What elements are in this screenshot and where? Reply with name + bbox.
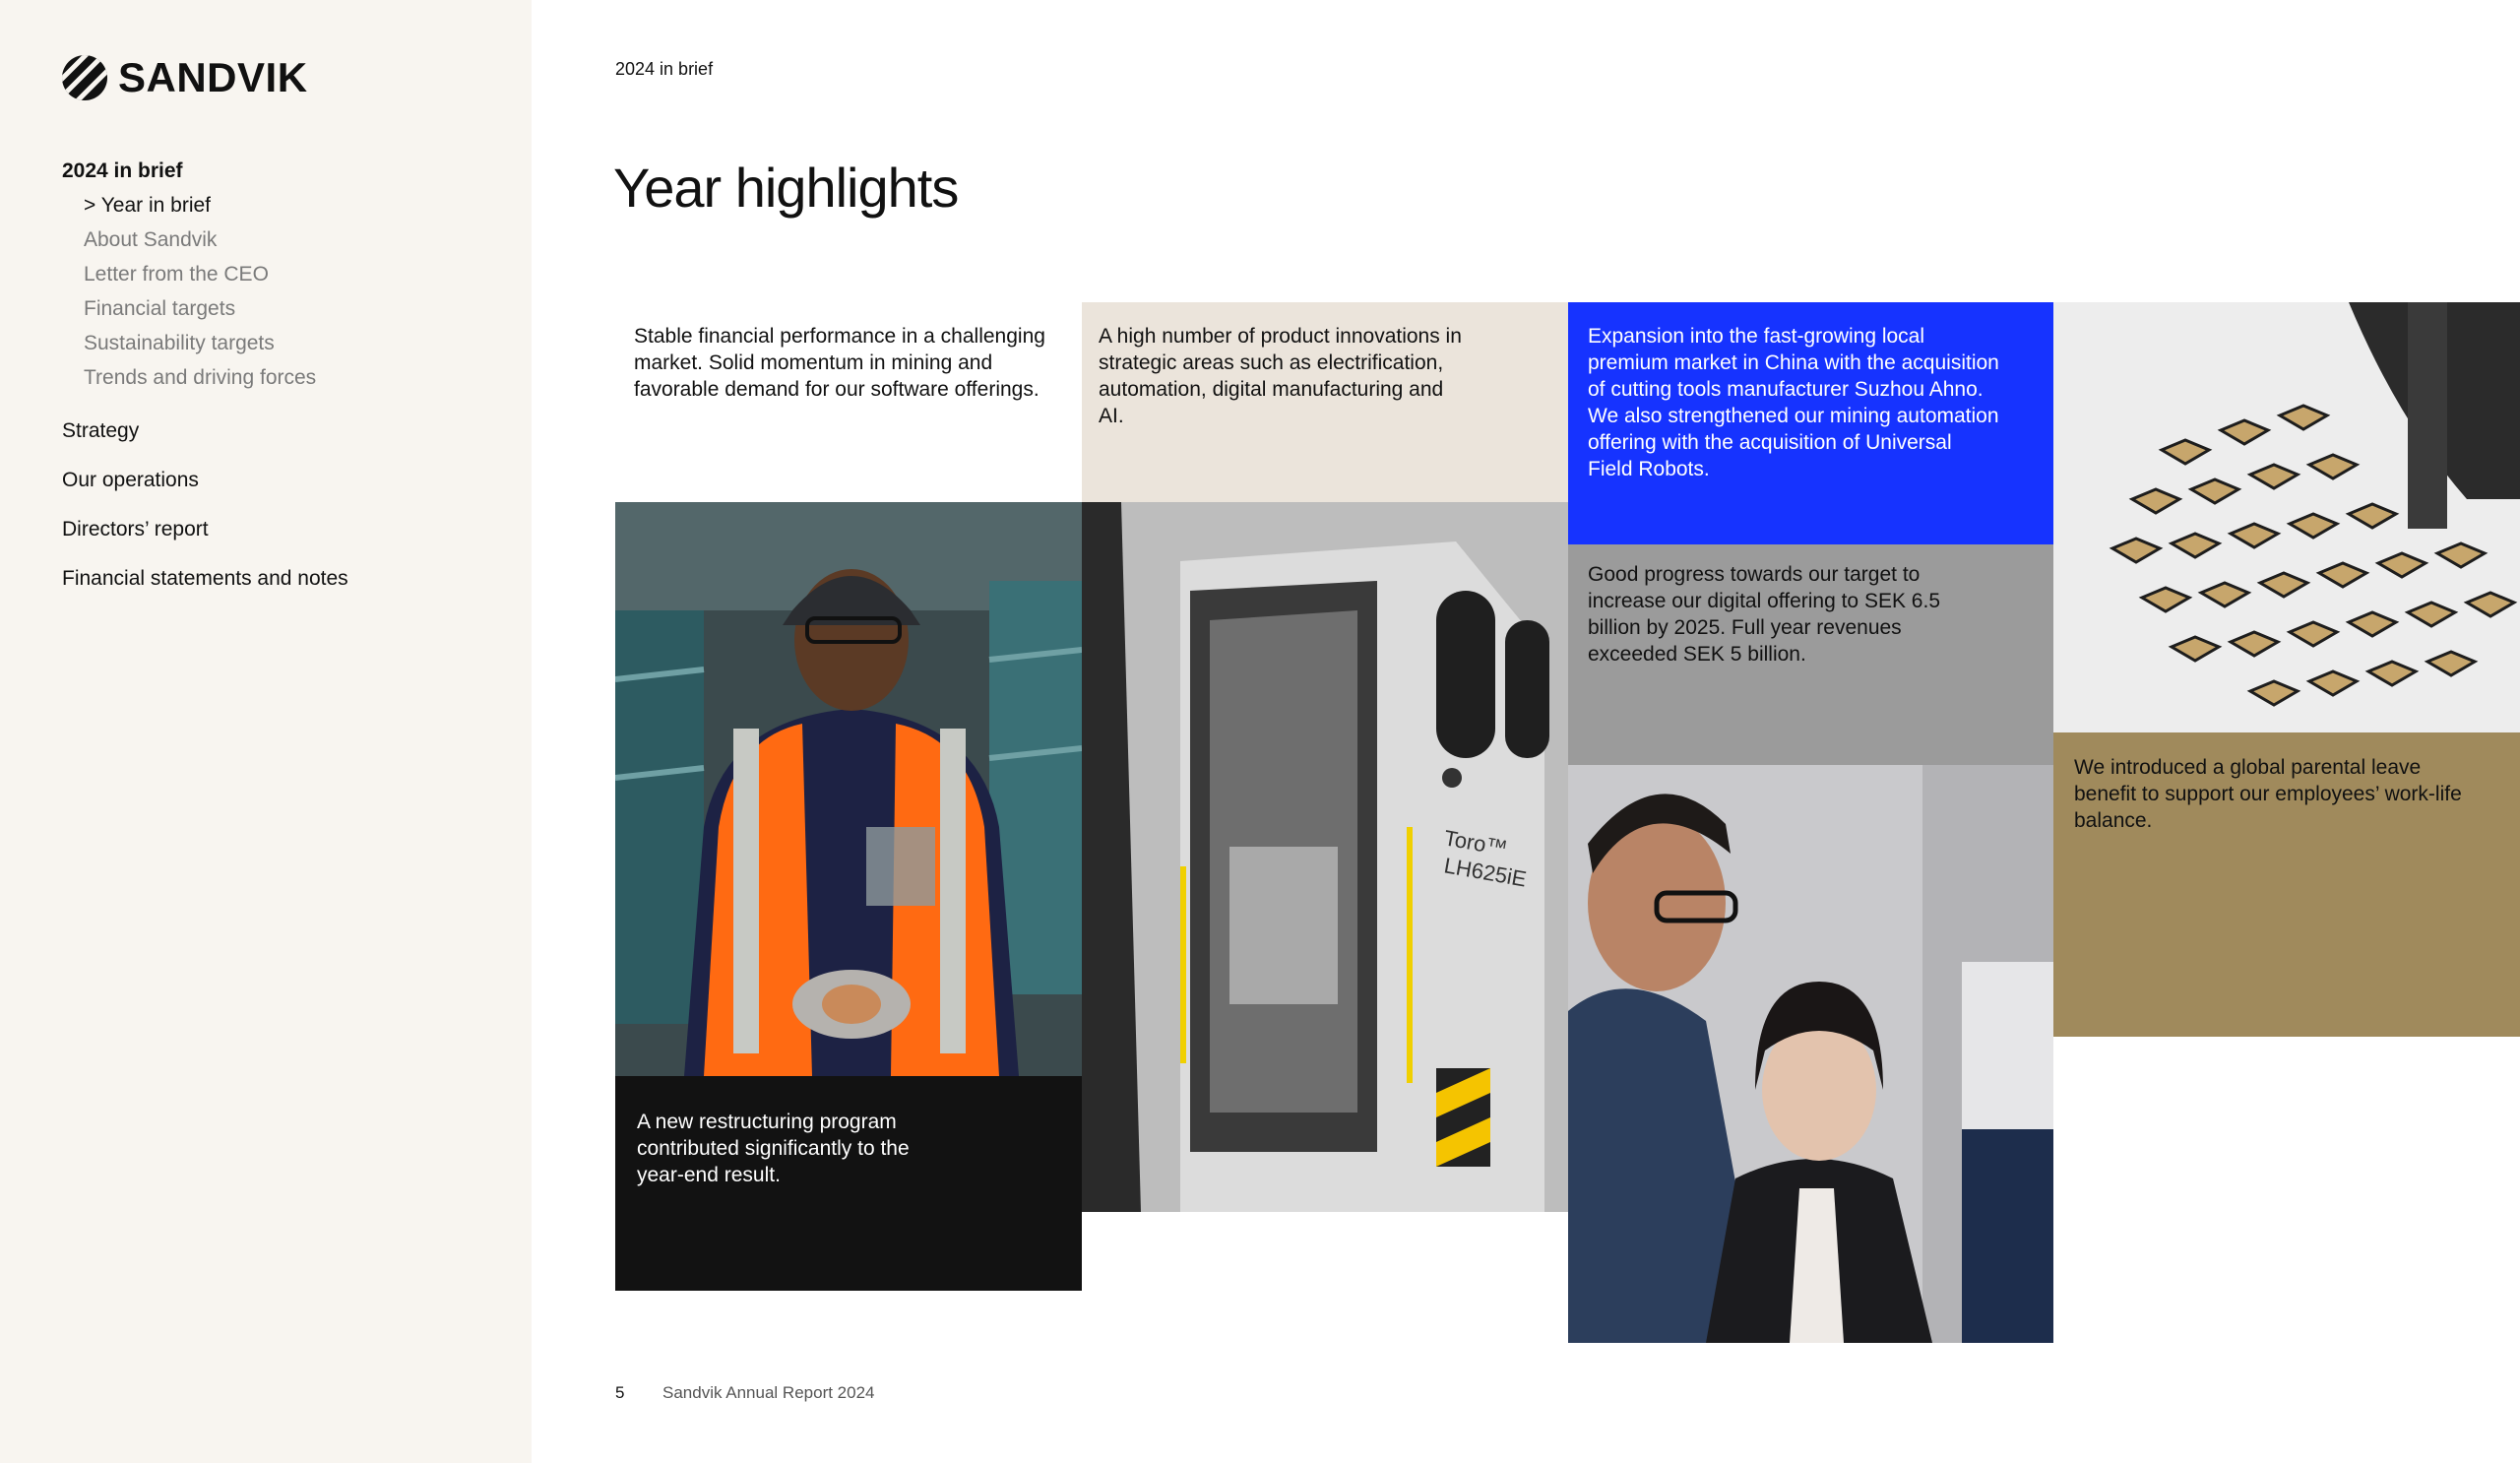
- highlight-innovation: [1082, 302, 1568, 502]
- highlight-digital: [1568, 544, 2053, 765]
- highlight-expansion: [1568, 302, 2053, 544]
- highlight-parental: [2053, 732, 2520, 1037]
- nav-item-letter-from-ceo[interactable]: Letter from the CEO: [84, 263, 269, 286]
- highlight-expansion-text: Expansion into the fast-growing local premium market in China with the acquisition of cutting tools manufacturer Suzhou Ahno. We also strengthened our mining automation offering with the acquisition of Universal Field Robots.: [1588, 325, 1999, 480]
- office-photo: [1568, 765, 2053, 1343]
- worker-photo: [615, 502, 1082, 1076]
- nav-item-about-sandvik[interactable]: About Sandvik: [84, 228, 218, 251]
- breadcrumb: 2024 in brief: [615, 59, 714, 79]
- nav-section-operations[interactable]: Our operations: [62, 469, 199, 491]
- nav-item-trends[interactable]: Trends and driving forces: [84, 366, 317, 389]
- highlight-financial: [615, 302, 1082, 502]
- loader-photo: [1082, 502, 1568, 1212]
- footer-report-title: Sandvik Annual Report 2024: [662, 1383, 875, 1402]
- nav-item-financial-targets[interactable]: Financial targets: [84, 297, 236, 320]
- nav-section-strategy[interactable]: Strategy: [62, 419, 140, 442]
- sandvik-logo[interactable]: [61, 54, 308, 101]
- highlight-financial-text: Stable financial performance in a challenging market. Solid momentum in mining and favorable demand for our software offerings.: [634, 325, 1045, 401]
- highlight-parental-text: We introduced a global parental leave benefit to support our employees’ work-life balance.: [2074, 756, 2462, 832]
- nav-item-year-in-brief[interactable]: > Year in brief: [84, 194, 212, 217]
- inserts-photo: [2053, 302, 2520, 732]
- nav-section-2024-in-brief[interactable]: 2024 in brief: [62, 159, 183, 182]
- page-number: 5: [615, 1383, 625, 1402]
- highlight-restructuring: [615, 1076, 1082, 1291]
- sidebar-nav: [0, 0, 532, 1463]
- loader-label-toro: Toro™: [1442, 825, 1510, 861]
- nav-section-directors-report[interactable]: Directors’ report: [62, 518, 209, 541]
- page-title: Year highlights: [613, 157, 959, 219]
- highlight-digital-text: Good progress towards our target to increase our digital offering to SEK 6.5 billion by 2025. Full year revenues exceeded SEK 5 billion.: [1588, 563, 1940, 666]
- loader-label-model: LH625iE: [1442, 853, 1529, 892]
- nav-section-financial-statements[interactable]: Financial statements and notes: [62, 567, 348, 590]
- toc: [62, 159, 348, 591]
- nav-item-sustainability-targets[interactable]: Sustainability targets: [84, 332, 275, 354]
- sandvik-stripes-logo-icon: [61, 54, 108, 101]
- brand-name: SANDVIK: [118, 54, 308, 100]
- highlight-innovation-text: A high number of product innovations in strategic areas such as electrification, automation, digital manufacturing and AI.: [1099, 325, 1462, 427]
- highlight-restructuring-text: A new restructuring program contributed significantly to the year-end result.: [637, 1111, 910, 1186]
